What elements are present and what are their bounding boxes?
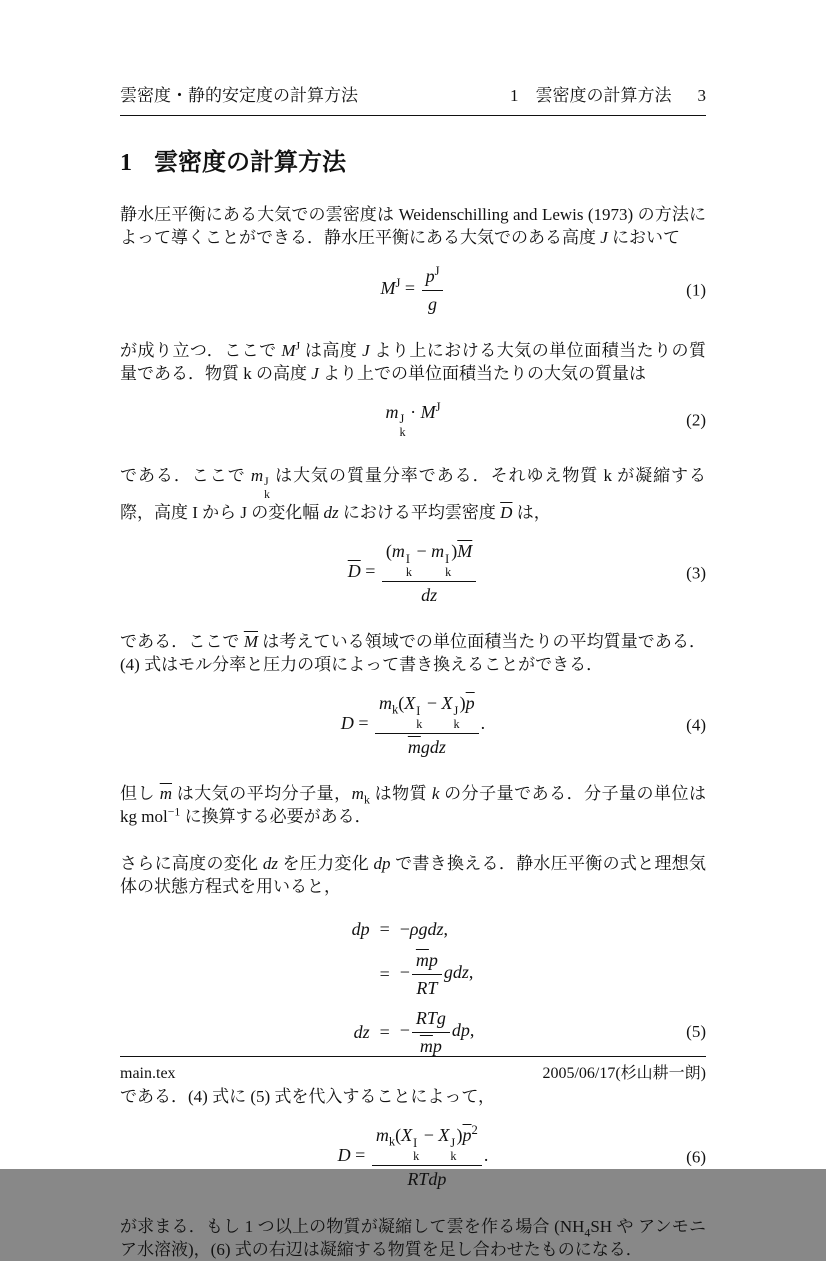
footer-filename: main.tex [120,1065,176,1082]
page-footer [120,1056,706,1085]
equation-6-body: D = $m_k(X$ I k − X J k )$\overline{p}^2$ RTdp . [337,1123,489,1189]
equation-6 [120,1124,706,1190]
section-heading [120,147,706,179]
equation-1-body: $M^J$ = $\frac{p^J}{g}$ [381,265,446,315]
equation-5-row-2-lhs [352,945,370,1003]
equation-5-row-1-lhs: dp [351,919,370,940]
equation-3-body: $\overline{D}$ = (m I k − m I k )$\overline{M}$ dz [348,540,479,606]
equation-3-tag: (3) [686,563,706,583]
equation-2 [120,401,706,440]
equation-5 [120,914,706,1061]
footer-date-author: 2005/06/17(杉山耕一朗) [542,1065,706,1082]
equation-4-body: D = $m_k(X$ I k − X J k )$\overline{p}$ $\overline{m}gdz$ . [340,693,486,757]
equation-5-row-3 [352,1003,475,1061]
equation-2-tag: (2) [686,410,706,430]
paragraph-2: が成り立つ．ここで $M^J$ は高度 J より上における大気の単位面積当たりの質量である．物質 k の高度 J より上での単位面積当たりの大気の質量は [120,338,707,383]
equation-5-tag: (5) [686,1022,706,1042]
header-page-number: 3 [697,86,706,105]
header-right-group [510,84,706,107]
footer-line [120,1062,706,1085]
footer-rule [120,1056,706,1057]
section-number: 1 [120,150,132,176]
equation-5-row-1 [352,914,475,945]
equals-sign: = [379,919,390,940]
equation-4-tag: (4) [686,715,706,735]
running-header [120,84,706,107]
header-section-ref: 1 雲密度の計算方法 [510,86,672,105]
paragraph-8: が求まる．もし 1 つ以上の物質が凝縮して雲を作る場合 ($NH_4SH$ や アンモニア水溶液)，(6) 式の右辺は凝縮する物質を足し合わせたものになる． [120,1216,706,1259]
paragraph-4: である．ここで $\overline{M}$ は考えている領域での単位面積当たりの平均質量である．(4) 式はモル分率と圧力の項によって書き換えることができる． [120,632,707,675]
equation-5-row-1-rhs: −ρgdz, [399,919,449,940]
paragraph-3: である．ここで m J k は大気の質量分率である．それゆえ物質 k が凝縮する際，高度 I から J の変化幅 dz における平均雲密度 $\overline{D}$ は， [120,465,707,523]
equation-5-row-2-rhs: − $\frac{\overline{m}p}{RT}$ gdz, [399,950,474,998]
equation-1-tag: (1) [686,280,706,300]
paragraph-5: 但し $\overline{m}$ は大気の平均分子量，$m_k$ は物質 k の分子量である．分子量の単位は kg mol$^{-1}$ に換算する必要がある． [120,784,707,827]
equation-3 [120,540,706,606]
equation-5-row-3-lhs: dz [353,1021,370,1042]
paragraph-7: である．(4) 式に (5) 式を代入することによって， [120,1087,496,1107]
section-title: 雲密度の計算方法 [154,150,346,176]
equation-4 [120,692,706,758]
paragraph-1: 静水圧平衡にある大気での雲密度は Weidenschilling and Lewis (1973) の方法によって導くことができる．静水圧平衡にある大気でのある高度 J において [120,205,706,247]
equation-5-row-2 [352,945,475,1003]
equation-1 [120,265,706,315]
header-rule [120,115,706,116]
equals-sign: = [379,963,390,984]
equation-2-body: m J k · $M^J$ [385,400,441,440]
equals-sign: = [379,1021,390,1042]
equation-5-row-3-rhs: − $\frac{\text{RTg}}{\overline{m}p}$ dp, [399,1008,475,1056]
paragraph-6: さらに高度の変化 dz を圧力変化 dp で書き換える．静水圧平衡の式と理想気体の状態方程式を用いると， [120,854,707,897]
equation-5-body [352,914,475,1061]
header-title-left: 雲密度・静的安定度の計算方法 [120,86,358,105]
equation-6-tag: (6) [686,1147,706,1167]
